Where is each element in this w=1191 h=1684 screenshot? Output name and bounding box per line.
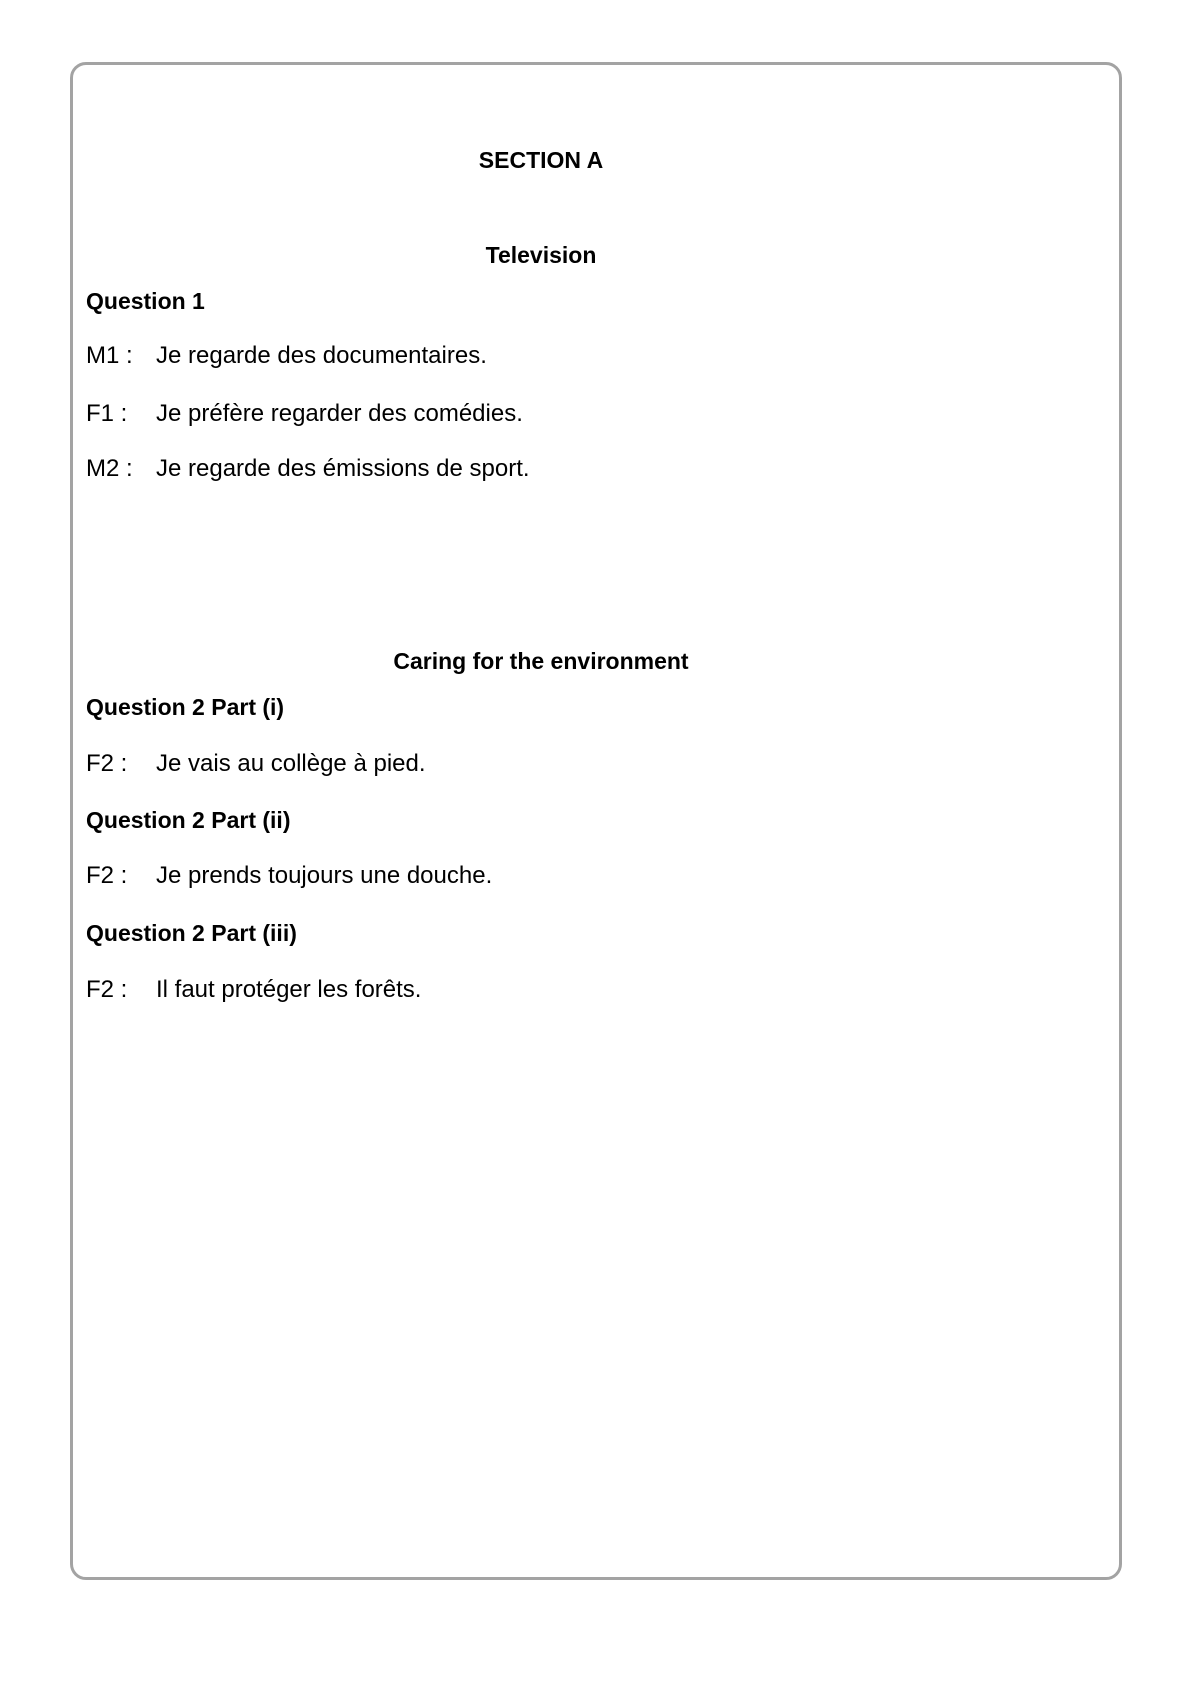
transcript-line: Je regarde des documentaires. — [156, 342, 487, 369]
transcript-line: Je prends toujours une douche. — [156, 862, 493, 889]
speaker-label: F1 : — [86, 400, 128, 427]
speaker-label: M1 : — [86, 342, 133, 369]
speaker-label: F2 : — [86, 976, 128, 1003]
speaker-label: M2 : — [86, 455, 133, 482]
speaker-label: F2 : — [86, 862, 128, 889]
section-title: SECTION A — [478, 147, 604, 173]
transcript-line: Je préfère regarder des comédies. — [156, 400, 523, 427]
question-heading: Question 2 Part (i) — [86, 694, 285, 720]
question-heading: Question 1 — [86, 288, 205, 314]
transcript-line: Il faut protéger les forêts. — [156, 976, 422, 1003]
topic-title-environment: Caring for the environment — [393, 648, 689, 674]
speaker-label: F2 : — [86, 750, 128, 777]
topic-title-television: Television — [485, 242, 597, 268]
transcript-line: Je regarde des émissions de sport. — [156, 455, 530, 482]
question-heading: Question 2 Part (ii) — [86, 807, 291, 833]
question-heading: Question 2 Part (iii) — [86, 920, 297, 946]
transcript-line: Je vais au collège à pied. — [156, 750, 426, 777]
